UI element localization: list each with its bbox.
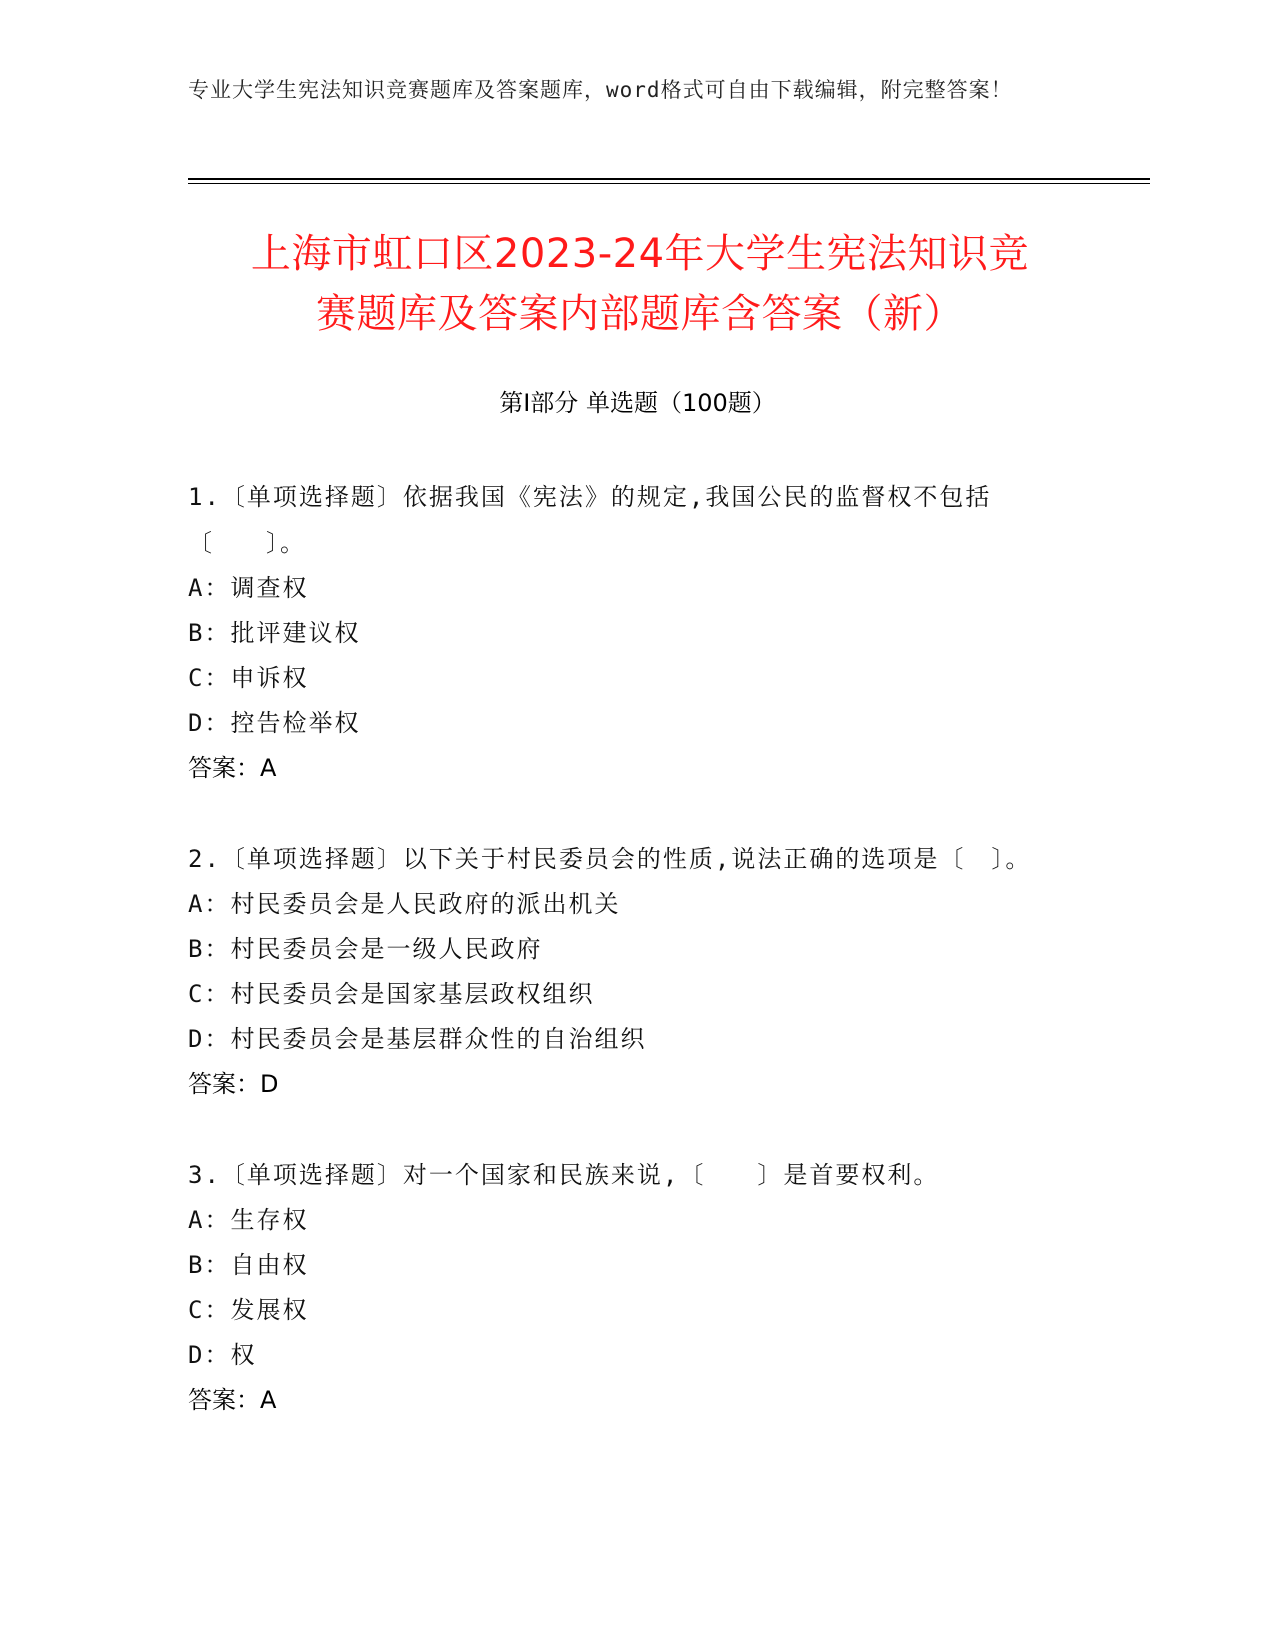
question-item: [188, 474, 1088, 791]
option-b: B：自由权: [188, 1251, 309, 1279]
header-divider-thick: [188, 178, 1150, 180]
question-answer: 答案：A: [188, 1386, 277, 1414]
option-a: A：调查权: [188, 574, 309, 602]
question-item: [188, 836, 1088, 1107]
option-c: C：发展权: [188, 1296, 309, 1324]
section-heading: 第Ⅰ部分 单选题（100题）: [499, 389, 776, 417]
header-divider-thin: [188, 183, 1150, 184]
question-spacer: [188, 791, 1088, 836]
option-c: C：村民委员会是国家基层政权组织: [188, 980, 595, 1008]
question-stem: 1.〔单项选择题〕依据我国《宪法》的规定,我国公民的监督权不包括〔 〕。: [188, 483, 992, 557]
document-title: [160, 224, 1120, 344]
question-stem: 3.〔单项选择题〕对一个国家和民族来说,〔 〕是首要权利。: [188, 1161, 940, 1189]
question-answer: 答案：A: [188, 754, 277, 782]
option-b: B：批评建议权: [188, 619, 361, 647]
question-spacer: [188, 1107, 1088, 1152]
document-title-line-2: 赛题库及答案内部题库含答案（新）: [316, 291, 964, 337]
question-answer: 答案：D: [188, 1070, 279, 1098]
question-item: [188, 1152, 1088, 1423]
document-title-line-1: 上海市虹口区2023-24年大学生宪法知识竞: [250, 231, 1030, 277]
option-b: B：村民委员会是一级人民政府: [188, 935, 543, 963]
question-stem: 2.〔单项选择题〕以下关于村民委员会的性质,说法正确的选项是〔 〕。: [188, 845, 1032, 873]
option-d: D：权: [188, 1341, 257, 1369]
option-a: A：生存权: [188, 1206, 309, 1234]
option-c: C：申诉权: [188, 664, 309, 692]
header-note: 专业大学生宪法知识竞赛题库及答案题库，word格式可自由下载编辑，附完整答案！: [188, 78, 1013, 102]
option-d: D：控告检举权: [188, 709, 361, 737]
option-a: A：村民委员会是人民政府的派出机关: [188, 890, 621, 918]
question-list: [188, 474, 1088, 1423]
option-d: D：村民委员会是基层群众性的自治组织: [188, 1025, 647, 1053]
